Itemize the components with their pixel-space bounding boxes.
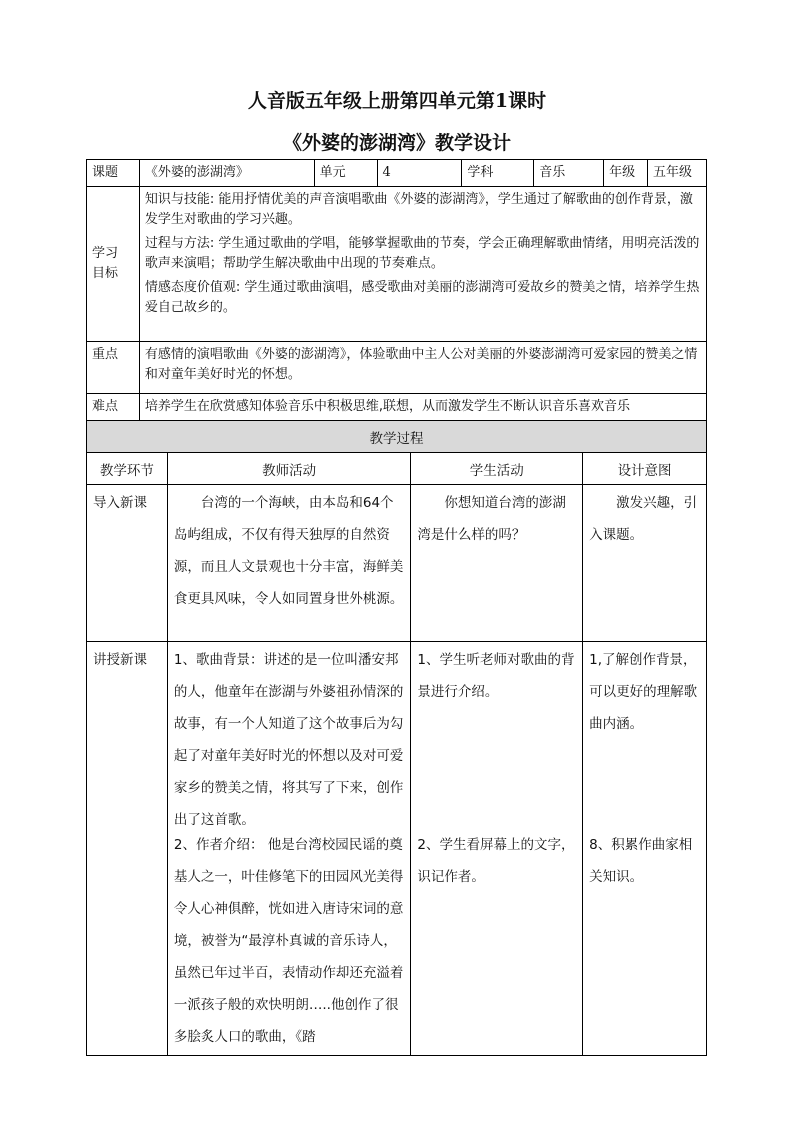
unit-value: 4 (377, 160, 462, 187)
header-stage: 教学环节 (87, 453, 168, 485)
new-intent (583, 642, 707, 1056)
key-point-label: 重点 (87, 342, 140, 394)
intent-step-1: 1,了解创作背景，可以更好的理解歌曲内涵。 (589, 652, 698, 732)
info-table (86, 159, 707, 421)
subject-value: 音乐 (534, 160, 604, 187)
grade-value: 五年级 (648, 160, 707, 187)
objectives-row (87, 187, 707, 342)
header-intent: 设计意图 (583, 453, 707, 485)
teacher-step-1: 1、歌曲背景：讲述的是一位叫潘安邦的人，他童年在澎湖与外婆祖孙情深的故事，有一个人知道了这个故事后为勾起了对童年美好时光的怀想以及对可爱家乡的赞美之情，将其写了下来，创作出了这首歌。 (173, 652, 404, 828)
intro-teacher: 台湾的一个海峡，由本岛和64个岛屿组成，不仅有得天独厚的自然资源，而且人文景观也十分丰富，海鲜美食更具风味，令人如同置身世外桃源。 (167, 485, 411, 642)
process-table (86, 420, 707, 1056)
intent-step-2: 8、积累作曲家相关知识。 (589, 837, 693, 885)
topic-label: 课题 (87, 160, 140, 187)
page-subtitle: 《外婆的澎湖湾》教学设计 (282, 132, 511, 154)
intro-student: 你想知道台湾的澎湖湾是什么样的吗？ (411, 485, 583, 642)
process-header-row (87, 453, 707, 485)
new-teacher (167, 642, 411, 1056)
objective-emotion: 情感态度价值观: 学生通过歌曲演唱，感受歌曲对美丽的澎湖湾可爱故乡的赞美之情，培养学生热爱自己故乡的。 (144, 280, 700, 315)
difficulty-label: 难点 (87, 394, 140, 421)
difficulty-text: 培养学生在欣赏感知体验音乐中积极思维,联想，从而激发学生不断认识音乐喜欢音乐 (139, 394, 706, 421)
difficulty-row (87, 394, 707, 421)
subject-label: 学科 (462, 160, 534, 187)
topic-value: 《外婆的澎湖湾》 (139, 160, 314, 187)
process-heading: 教学过程 (87, 421, 707, 453)
key-point-row (87, 342, 707, 394)
key-point-text: 有感情的演唱歌曲《外婆的澎湖湾》，体验歌曲中主人公对美丽的外婆澎湖湾可爱家园的赞美之情和对童年美好时光的怀想。 (139, 342, 706, 394)
new-stage: 讲授新课 (87, 642, 168, 1056)
intro-intent: 激发兴趣，引入课题。 (583, 485, 707, 642)
page-title: 人音版五年级上册第四单元第1课时 (247, 90, 547, 112)
student-step-2: 2、学生看屏幕上的文字，识记作者。 (417, 837, 575, 885)
unit-label: 单元 (314, 160, 377, 187)
objectives-content (139, 187, 706, 342)
teacher-step-2: 2、作者介绍： 他是台湾校园民谣的奠基人之一，叶佳修笔下的田园风光美得令人心神俱醉，恍如进入唐诗宋词的意境，被誉为“最淳朴真诚的音乐诗人，虽然已年过半百，表情动作却还充溢着一派孩子般的欢快明朗…..他创作了很多脍炙人口的歌曲，《踏 (173, 837, 404, 1045)
header-student: 学生活动 (411, 453, 583, 485)
new-lesson-row (87, 642, 707, 1056)
objectives-label: 学习 目标 (87, 187, 140, 342)
header-teacher: 教师活动 (167, 453, 411, 485)
info-row (87, 160, 707, 187)
objective-knowledge: 知识与技能: 能用抒情优美的声音演唱歌曲《外婆的澎湖湾》，学生通过了解歌曲的创作背景，激发学生对歌曲的学习兴趣。 (144, 192, 693, 227)
student-step-1: 1、学生听老师对歌曲的背景进行介绍。 (417, 652, 575, 700)
grade-label: 年级 (604, 160, 648, 187)
new-student (411, 642, 583, 1056)
objective-process: 过程与方法: 学生通过歌曲的学唱，能够掌握歌曲的节奏，学会正确理解歌曲情绪，用明亮活泼的歌声来演唱；帮助学生解决歌曲中出现的节奏难点。 (144, 236, 700, 271)
intro-row (87, 485, 707, 642)
intro-stage: 导入新课 (87, 485, 168, 642)
